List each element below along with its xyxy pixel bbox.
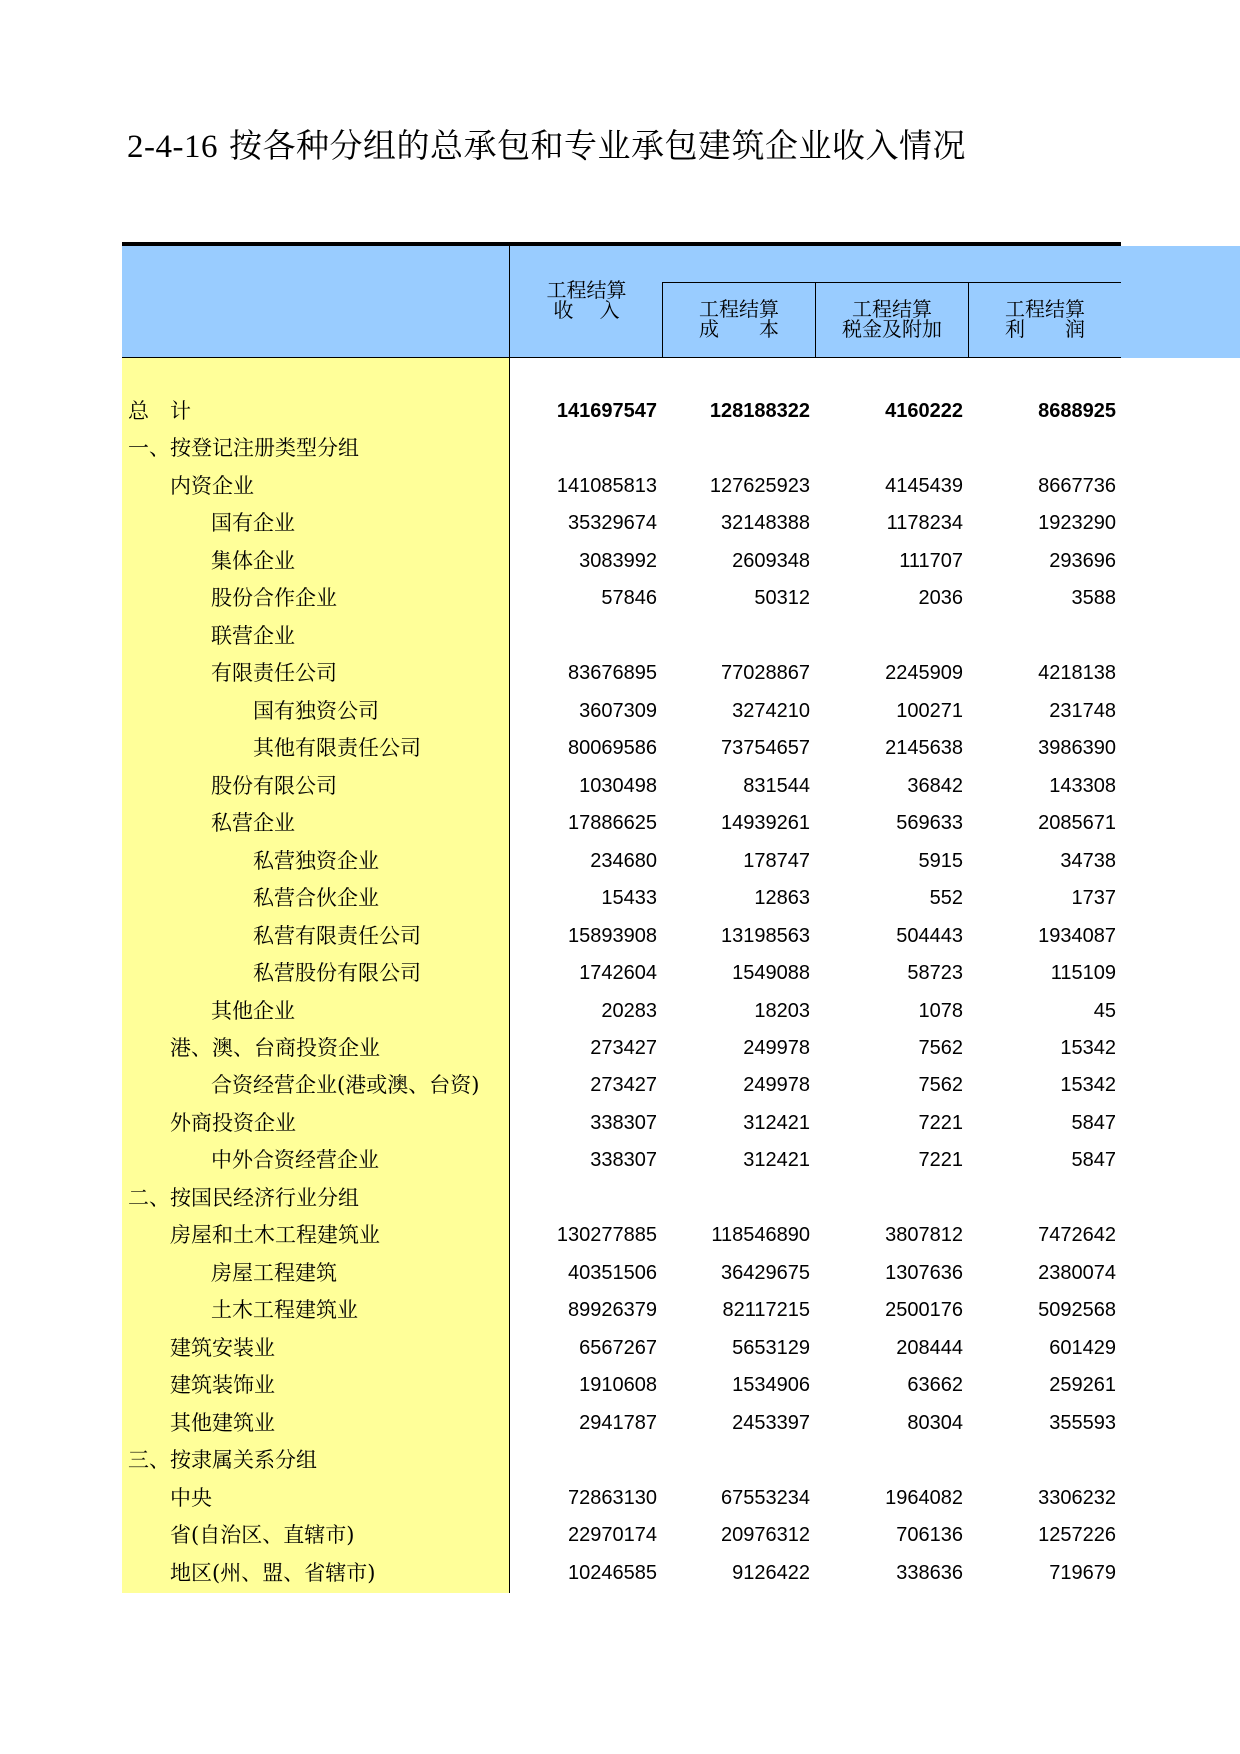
table-row bbox=[0, 655, 1240, 692]
row-label: 私营有限责任公司 bbox=[253, 923, 421, 948]
row-value bbox=[663, 1442, 810, 1479]
table-row bbox=[0, 993, 1240, 1030]
row-value bbox=[816, 430, 963, 467]
row-label: 股份合作企业 bbox=[211, 586, 337, 611]
row-value: 312421 bbox=[743, 1111, 810, 1134]
table-row bbox=[0, 1255, 1240, 1292]
page-title bbox=[127, 120, 966, 167]
row-label: 其他企业 bbox=[211, 998, 295, 1023]
row-value: 3083992 bbox=[579, 549, 657, 572]
row-value: 1923290 bbox=[1038, 512, 1116, 535]
row-value: 208444 bbox=[896, 1336, 963, 1359]
row-value: 1534906 bbox=[732, 1374, 810, 1397]
row-value: 504443 bbox=[896, 924, 963, 947]
row-label: 一、按登记注册类型分组 bbox=[128, 436, 359, 461]
row-value bbox=[663, 618, 810, 655]
row-value: 20283 bbox=[601, 999, 657, 1022]
row-value: 3607309 bbox=[579, 699, 657, 722]
row-value: 1257226 bbox=[1038, 1524, 1116, 1547]
row-label: 外商投资企业 bbox=[170, 1110, 296, 1135]
row-label: 股份有限公司 bbox=[211, 773, 337, 798]
row-value: 45 bbox=[1093, 999, 1116, 1022]
row-value: 2609348 bbox=[732, 549, 810, 572]
row-value: 259261 bbox=[1049, 1374, 1116, 1397]
row-value: 231748 bbox=[1049, 699, 1116, 722]
row-value: 58723 bbox=[907, 962, 963, 985]
row-value: 32148388 bbox=[721, 512, 810, 535]
row-value: 89926379 bbox=[568, 1299, 657, 1322]
row-value bbox=[510, 1442, 657, 1479]
row-value: 72863130 bbox=[568, 1486, 657, 1509]
row-value: 3986390 bbox=[1038, 737, 1116, 760]
row-value: 73754657 bbox=[721, 737, 810, 760]
row-value: 141697547 bbox=[556, 400, 657, 422]
row-value: 15893908 bbox=[568, 924, 657, 947]
row-value: 6567267 bbox=[579, 1336, 657, 1359]
row-value: 7221 bbox=[918, 1149, 963, 1172]
table-row bbox=[0, 1142, 1240, 1179]
table-row bbox=[0, 1067, 1240, 1104]
row-value: 17886625 bbox=[568, 812, 657, 835]
row-label: 私营合伙企业 bbox=[253, 886, 379, 911]
row-value: 355593 bbox=[1049, 1411, 1116, 1434]
column-header-cost: 工程结算 成 本 bbox=[699, 297, 779, 341]
row-value: 40351506 bbox=[568, 1261, 657, 1284]
row-value: 1910608 bbox=[579, 1374, 657, 1397]
column-header-income: 工程结算 收 入 bbox=[546, 278, 627, 322]
column-header-profit: 工程结算 利 润 bbox=[1005, 297, 1085, 341]
column-header-tax: 工程结算 税金及附加 bbox=[842, 297, 942, 341]
table-row bbox=[0, 1405, 1240, 1442]
row-value: 601429 bbox=[1049, 1336, 1116, 1359]
row-value: 1742604 bbox=[579, 962, 657, 985]
table-row bbox=[0, 1180, 1240, 1217]
row-value: 1030498 bbox=[579, 774, 657, 797]
row-value: 20976312 bbox=[721, 1524, 810, 1547]
row-value: 15433 bbox=[601, 887, 657, 910]
row-value: 36842 bbox=[907, 774, 963, 797]
row-label: 其他有限责任公司 bbox=[253, 736, 421, 761]
row-value: 1078 bbox=[918, 999, 963, 1022]
row-value: 15342 bbox=[1060, 1036, 1116, 1059]
row-value bbox=[969, 618, 1116, 655]
row-label: 地区(州、盟、省辖市) bbox=[170, 1560, 376, 1585]
row-label: 建筑装饰业 bbox=[170, 1373, 275, 1398]
row-value: 9126422 bbox=[732, 1561, 810, 1584]
row-value: 293696 bbox=[1049, 549, 1116, 572]
row-label: 中央 bbox=[170, 1485, 212, 1510]
row-value: 2245909 bbox=[885, 662, 963, 685]
row-value: 15342 bbox=[1060, 1074, 1116, 1097]
row-label: 建筑安装业 bbox=[170, 1335, 275, 1360]
row-value: 2380074 bbox=[1038, 1261, 1116, 1284]
row-label: 私营独资企业 bbox=[253, 848, 379, 873]
row-value: 3274210 bbox=[732, 699, 810, 722]
table-row bbox=[0, 1555, 1240, 1592]
row-value: 4145439 bbox=[885, 474, 963, 497]
row-value: 63662 bbox=[907, 1374, 963, 1397]
table-row bbox=[0, 955, 1240, 992]
row-value: 338307 bbox=[590, 1111, 657, 1134]
row-value: 552 bbox=[929, 887, 963, 910]
row-label: 私营股份有限公司 bbox=[253, 961, 421, 986]
row-value: 338636 bbox=[896, 1561, 963, 1584]
row-value bbox=[816, 618, 963, 655]
row-label: 二、按国民经济行业分组 bbox=[128, 1185, 359, 1210]
row-value: 338307 bbox=[590, 1149, 657, 1172]
row-value: 14939261 bbox=[721, 812, 810, 835]
row-value: 111707 bbox=[899, 549, 963, 572]
table-row bbox=[0, 393, 1240, 430]
row-value: 1964082 bbox=[885, 1486, 963, 1509]
row-value: 1934087 bbox=[1038, 924, 1116, 947]
row-value: 1737 bbox=[1071, 887, 1116, 910]
table-row bbox=[0, 505, 1240, 542]
row-value: 127625923 bbox=[709, 474, 810, 497]
row-value: 178747 bbox=[743, 849, 810, 872]
table-row bbox=[0, 730, 1240, 767]
row-value: 2941787 bbox=[579, 1411, 657, 1434]
row-value: 5915 bbox=[918, 849, 963, 872]
row-value: 141085813 bbox=[556, 474, 657, 497]
row-value: 18203 bbox=[754, 999, 810, 1022]
table-body bbox=[0, 393, 1240, 1592]
row-value: 100271 bbox=[896, 699, 963, 722]
row-value: 10246585 bbox=[568, 1561, 657, 1584]
row-value: 35329674 bbox=[568, 512, 657, 535]
row-label: 有限责任公司 bbox=[211, 661, 337, 686]
row-label: 港、澳、台商投资企业 bbox=[170, 1035, 380, 1060]
row-value: 2036 bbox=[918, 587, 963, 610]
table-row bbox=[0, 1217, 1240, 1254]
row-value: 80069586 bbox=[568, 737, 657, 760]
table-row bbox=[0, 468, 1240, 505]
row-value bbox=[663, 1180, 810, 1217]
table-row bbox=[0, 693, 1240, 730]
row-value: 5847 bbox=[1071, 1149, 1116, 1172]
row-value bbox=[969, 1180, 1116, 1217]
row-value bbox=[816, 1180, 963, 1217]
row-value: 1307636 bbox=[885, 1261, 963, 1284]
row-value: 22970174 bbox=[568, 1524, 657, 1547]
row-value: 273427 bbox=[590, 1036, 657, 1059]
row-value: 12863 bbox=[754, 887, 810, 910]
row-label: 总 计 bbox=[128, 399, 191, 423]
row-value: 1178234 bbox=[886, 512, 963, 535]
table-row bbox=[0, 1442, 1240, 1479]
row-value bbox=[969, 1442, 1116, 1479]
row-value: 80304 bbox=[907, 1411, 963, 1434]
table-row bbox=[0, 1292, 1240, 1329]
row-value: 77028867 bbox=[721, 662, 810, 685]
row-value: 13198563 bbox=[721, 924, 810, 947]
row-value: 36429675 bbox=[721, 1261, 810, 1284]
row-value: 118546890 bbox=[711, 1224, 810, 1247]
table-row bbox=[0, 805, 1240, 842]
row-value: 82117215 bbox=[722, 1299, 810, 1322]
table-row bbox=[0, 1367, 1240, 1404]
row-value: 2500176 bbox=[885, 1299, 963, 1322]
row-value: 34738 bbox=[1060, 849, 1116, 872]
row-value bbox=[969, 430, 1116, 467]
row-value: 234680 bbox=[590, 849, 657, 872]
row-label: 合资经营企业(港或澳、台资) bbox=[211, 1073, 480, 1098]
row-value: 249978 bbox=[743, 1074, 810, 1097]
row-label: 土木工程建筑业 bbox=[211, 1298, 358, 1323]
row-value: 7562 bbox=[918, 1074, 963, 1097]
row-value: 831544 bbox=[743, 774, 810, 797]
row-value: 7472642 bbox=[1038, 1224, 1116, 1247]
row-value: 569633 bbox=[896, 812, 963, 835]
row-value bbox=[816, 1442, 963, 1479]
row-label: 内资企业 bbox=[170, 473, 254, 498]
row-value bbox=[510, 1180, 657, 1217]
row-value bbox=[510, 618, 657, 655]
table-row bbox=[0, 1330, 1240, 1367]
row-value: 50312 bbox=[754, 587, 810, 610]
table-row bbox=[0, 1030, 1240, 1067]
row-label: 国有独资公司 bbox=[253, 698, 379, 723]
table-row bbox=[0, 843, 1240, 880]
row-value: 3588 bbox=[1071, 587, 1116, 610]
table-row bbox=[0, 1480, 1240, 1517]
row-value: 7562 bbox=[918, 1036, 963, 1059]
row-label: 其他建筑业 bbox=[170, 1410, 275, 1435]
row-value: 8688925 bbox=[1038, 400, 1116, 422]
row-value: 2145638 bbox=[885, 737, 963, 760]
row-value: 1549088 bbox=[732, 962, 810, 985]
row-value: 719679 bbox=[1049, 1561, 1116, 1584]
row-label: 集体企业 bbox=[211, 548, 295, 573]
table-row bbox=[0, 430, 1240, 467]
row-label: 私营企业 bbox=[211, 811, 295, 836]
row-value: 57846 bbox=[601, 587, 657, 610]
header-bottom-rule bbox=[122, 357, 1121, 358]
row-label: 联营企业 bbox=[211, 623, 295, 648]
row-value: 4160222 bbox=[885, 400, 963, 422]
row-value: 67553234 bbox=[721, 1486, 810, 1509]
row-value bbox=[510, 430, 657, 467]
row-value: 4218138 bbox=[1038, 662, 1116, 685]
table-row bbox=[0, 618, 1240, 655]
row-value: 83676895 bbox=[568, 662, 657, 685]
subheader-rule bbox=[662, 282, 1121, 283]
table-row bbox=[0, 1517, 1240, 1554]
row-label: 房屋工程建筑 bbox=[211, 1260, 337, 1285]
row-value: 115109 bbox=[1050, 962, 1116, 985]
row-label: 三、按隶属关系分组 bbox=[128, 1448, 317, 1473]
row-value: 273427 bbox=[590, 1074, 657, 1097]
table-row bbox=[0, 1105, 1240, 1142]
row-value: 8667736 bbox=[1038, 474, 1116, 497]
table-number: 2-4-16 bbox=[127, 129, 218, 165]
table-title-text: 按各种分组的总承包和专业承包建筑企业收入情况 bbox=[228, 126, 966, 165]
row-value: 7221 bbox=[918, 1111, 963, 1134]
row-value: 143308 bbox=[1049, 774, 1116, 797]
row-label: 中外合资经营企业 bbox=[211, 1148, 379, 1173]
row-value: 312421 bbox=[743, 1149, 810, 1172]
table-row bbox=[0, 543, 1240, 580]
table-row bbox=[0, 580, 1240, 617]
row-value bbox=[663, 430, 810, 467]
row-value: 706136 bbox=[896, 1524, 963, 1547]
row-value: 128188322 bbox=[709, 400, 810, 422]
row-value: 3306232 bbox=[1038, 1486, 1116, 1509]
row-value: 5653129 bbox=[732, 1336, 810, 1359]
row-value: 249978 bbox=[743, 1036, 810, 1059]
table-row bbox=[0, 768, 1240, 805]
row-value: 130277885 bbox=[556, 1224, 657, 1247]
table-row bbox=[0, 880, 1240, 917]
row-value: 3807812 bbox=[885, 1224, 963, 1247]
row-value: 5092568 bbox=[1038, 1299, 1116, 1322]
row-value: 2085671 bbox=[1038, 812, 1116, 835]
table-row bbox=[0, 918, 1240, 955]
row-label: 房屋和土木工程建筑业 bbox=[170, 1223, 380, 1248]
row-value: 2453397 bbox=[732, 1411, 810, 1434]
row-label: 省(自治区、直辖市) bbox=[170, 1523, 355, 1548]
row-label: 国有企业 bbox=[211, 511, 295, 536]
row-value: 5847 bbox=[1071, 1111, 1116, 1134]
